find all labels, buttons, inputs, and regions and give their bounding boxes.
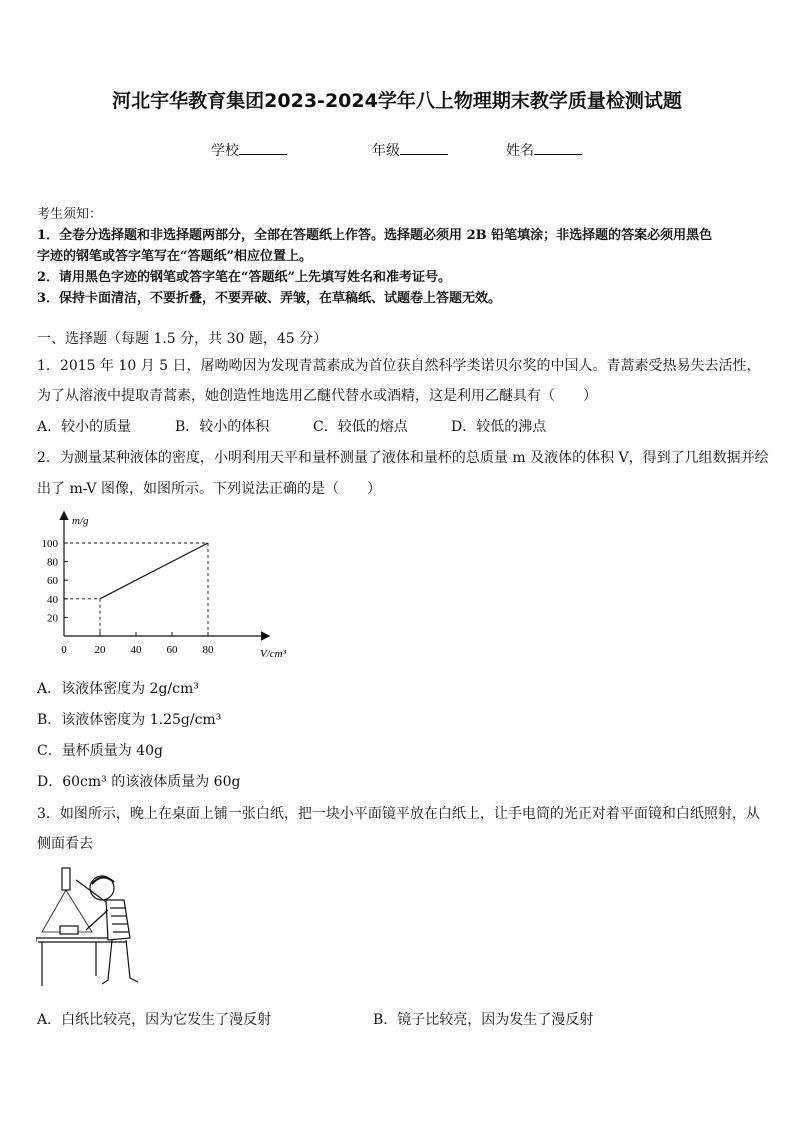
name-blank[interactable] <box>534 140 582 155</box>
q3-options <box>37 1009 737 1029</box>
notice-item-2: 2．请用黑色字迹的钢笔或答字笔在“答题纸”上先填写姓名和准考证号。 <box>37 270 452 285</box>
notice-item-1-cont: 字迹的钢笔或答字笔写在“答题纸”相应位置上。 <box>37 249 312 264</box>
grade-blank[interactable] <box>400 140 448 155</box>
x-tick-label: 40 <box>130 644 142 656</box>
q3-text-line1: 3．如图所示，晚上在桌面上铺一张白纸，把一块小平面镜平放在白纸上，让手电筒的光正对着平面镜和白纸照射，从 <box>37 806 760 822</box>
q1-text-line1: 1．2015 年 10 月 5 日，屠呦呦因为发现青蒿素成为首位获自然科学类诺贝尔奖的中国人。青蒿素受热易失去活性， <box>37 358 761 374</box>
notice-item-3: 3．保持卡面清洁，不要折叠，不要弄破、弄皱，在草稿纸、试题卷上答题无效。 <box>37 291 502 306</box>
q1-option-a[interactable]: A．较小的质量 <box>37 419 132 435</box>
grade-label: 年级 <box>372 143 400 159</box>
q3-option-a[interactable]: A．白纸比较亮，因为它发生了漫反射 <box>37 1012 272 1028</box>
q3-text-line2: 侧面看去 <box>37 836 93 852</box>
notice-item-1: 1．全卷分选择题和非选择题两部分，全部在答题纸上作答。选择题必须用 2B 铅笔填涂；非选择题的答案必须用黑色 <box>37 228 713 243</box>
m-v-graph <box>30 505 310 665</box>
q3-option-b[interactable]: B．镜子比较亮，因为发生了漫反射 <box>373 1012 594 1028</box>
q2-text-line1: 2．为测量某种液体的密度，小明利用天平和量杯测量了液体和量杯的总质量 m 及液体的体积 V，得到了几组数据并绘 <box>37 450 769 466</box>
q1-text-line2: 为了从溶液中提取青蒿素，她创造性地选用乙醚代替水或酒精，这是利用乙醚具有（ ） <box>37 388 597 404</box>
q2-text-line2: 出了 m-V 图像，如图所示。下列说法正确的是（ ） <box>37 481 381 497</box>
y-tick-label: 80 <box>47 556 58 569</box>
q1-option-c[interactable]: C．较低的熔点 <box>313 419 408 435</box>
y-tick-label: 60 <box>47 575 58 588</box>
flashlight-mirror-illustration <box>36 866 146 988</box>
y-axis-label: m/g <box>72 515 89 527</box>
q1-options <box>37 416 737 436</box>
q2-option-d[interactable]: D．60cm³ 的该液体质量为 60g <box>37 774 241 790</box>
school-field[interactable] <box>211 140 287 160</box>
series-line <box>100 543 208 599</box>
q2-option-b[interactable]: B．该液体密度为 1.25g/cm³ <box>37 712 222 728</box>
x-tick-label: 20 <box>94 644 106 656</box>
grade-field[interactable] <box>372 140 448 160</box>
x-tick-label: 80 <box>202 644 214 656</box>
y-tick-label: 20 <box>47 612 58 625</box>
flashlight-icon <box>62 868 70 890</box>
page-title: 河北宇华教育集团2023-2024学年八上物理期末教学质量检测试题 <box>112 90 682 112</box>
y-tick-label: 40 <box>47 593 58 606</box>
section-heading: 一、选择题（每题 1.5 分，共 30 题，45 分） <box>37 331 328 347</box>
name-label: 姓名 <box>506 143 534 159</box>
notice-heading: 考生须知： <box>37 207 103 222</box>
student-info-fields <box>0 140 794 160</box>
y-tick-label: 100 <box>41 538 58 550</box>
q1-option-b[interactable]: B．较小的体积 <box>175 419 270 435</box>
school-blank[interactable] <box>239 140 287 155</box>
x-tick-label: 60 <box>166 644 178 656</box>
school-label: 学校 <box>211 143 239 159</box>
x-axis-label: V/cm³ <box>260 648 286 660</box>
q2-option-a[interactable]: A．该液体密度为 2g/cm³ <box>37 681 199 697</box>
q2-option-c[interactable]: C．量杯质量为 40g <box>37 743 163 759</box>
x-tick-label: 0 <box>61 644 67 656</box>
q1-option-d[interactable]: D．较低的沸点 <box>451 419 547 435</box>
name-field[interactable] <box>506 140 582 160</box>
